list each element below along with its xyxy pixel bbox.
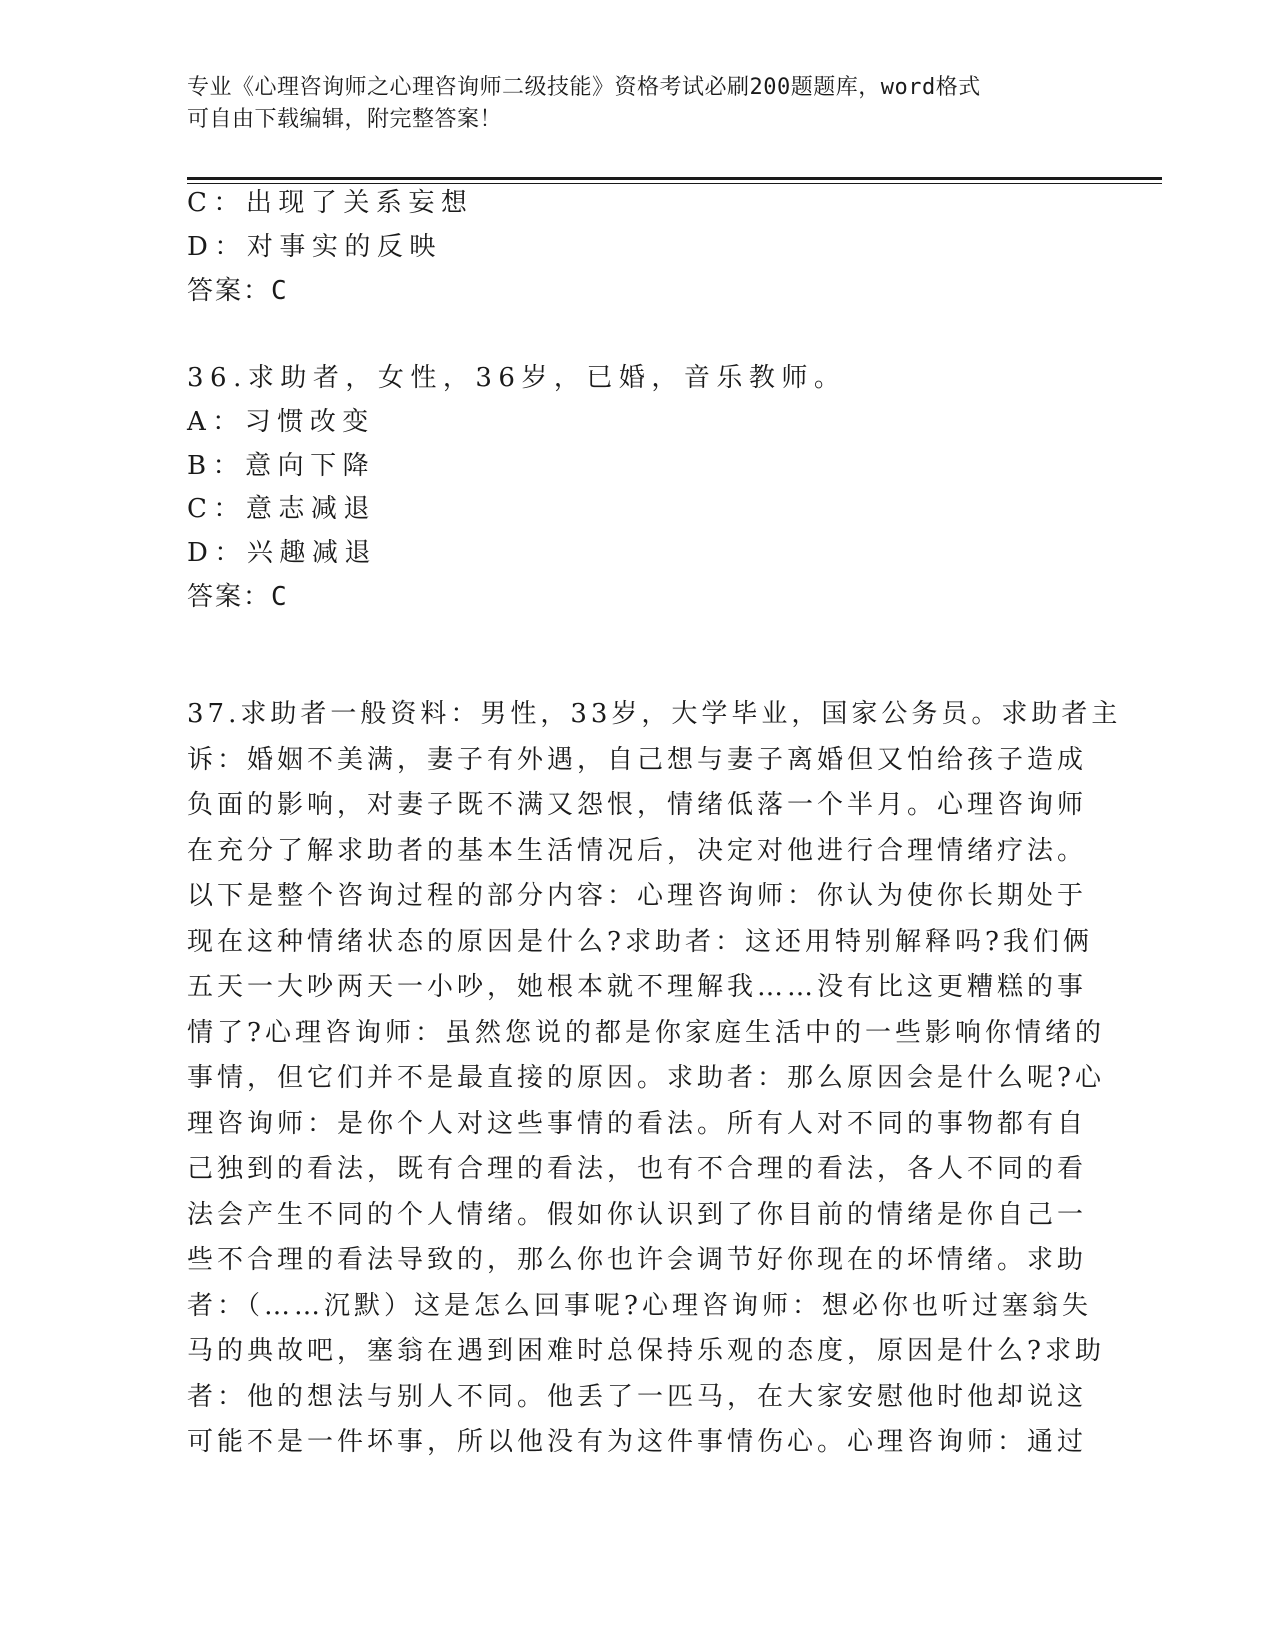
- document-header: [187, 72, 1077, 136]
- header-line-1: 专业《心理咨询师之心理咨询师二级技能》资格考试必刷200题题库，word格式: [187, 75, 981, 100]
- answer-label: 答案：: [187, 276, 272, 306]
- q37-line: 可能不是一件坏事，所以他没有为这件事情伤心。心理咨询师：通过: [187, 1427, 1088, 1457]
- q37-line: 以下是整个咨询过程的部分内容：心理咨询师：你认为使你长期处于: [187, 881, 1088, 911]
- q37-paragraph: [187, 692, 1122, 1466]
- q37-line: 诉：婚姻不美满，妻子有外遇，自己想与妻子离婚但又怕给孩子造成: [187, 744, 1088, 775]
- q37-line: 己独到的看法，既有合理的看法，也有不合理的看法，各人不同的看: [187, 1154, 1088, 1184]
- q36-option-d: D：兴趣减退: [187, 538, 377, 568]
- q37-line: 马的典故吧，塞翁在遇到困难时总保持乐观的态度，原因是什么?求助: [187, 1336, 1105, 1366]
- q36-option-a: A：习惯改变: [187, 407, 375, 437]
- q36-option-b: B：意向下降: [187, 451, 376, 481]
- q37-line: 五天一大吵两天一小吵，她根本就不理解我……没有比这更糟糕的事: [187, 972, 1088, 1002]
- answer-value: C: [271, 582, 287, 612]
- answer-value: C: [271, 276, 287, 306]
- q36-answer: [187, 575, 287, 619]
- q37-line: 些不合理的看法导致的，那么你也许会调节好你现在的坏情绪。求助: [187, 1245, 1088, 1275]
- q36-stem: 36.求助者，女性，36岁，已婚，音乐教师。: [187, 363, 847, 393]
- q37-line: 负面的影响，对妻子既不满又怨恨，情绪低落一个半月。心理咨询师: [187, 790, 1088, 820]
- q37-line: 在充分了解求助者的基本生活情况后，决定对他进行合理情绪疗法。: [187, 835, 1088, 866]
- q36-option-c: C：意志减退: [187, 494, 376, 524]
- q35-option-c: C：出现了关系妄想: [187, 188, 474, 218]
- q37-line: 37.求助者一般资料：男性，33岁，大学毕业，国家公务员。求助者主: [187, 699, 1122, 729]
- q37-line: 法会产生不同的个人情绪。假如你认识到了你目前的情绪是你自己一: [187, 1199, 1088, 1230]
- q37-line: 事情，但它们并不是最直接的原因。求助者：那么原因会是什么呢?心: [187, 1063, 1105, 1093]
- q35-option-d: D：对事实的反映: [187, 232, 442, 262]
- header-divider-thick: [187, 177, 1162, 180]
- q37-line: 现在这种情绪状态的原因是什么?求助者：这还用特别解释吗?我们俩: [187, 926, 1093, 957]
- q35-answer: [187, 269, 287, 313]
- q37-line: 情了?心理咨询师：虽然您说的都是你家庭生活中的一些影响你情绪的: [187, 1017, 1105, 1048]
- answer-label: 答案：: [187, 582, 272, 612]
- q37-line: 理咨询师：是你个人对这些事情的看法。所有人对不同的事物都有自: [187, 1108, 1088, 1139]
- q37-line: 者：他的想法与别人不同。他丢了一匹马，在大家安慰他时他却说这: [187, 1381, 1088, 1412]
- q37-line: 者：（……沉默）这是怎么回事呢?心理咨询师：想必你也听过塞翁失: [187, 1290, 1092, 1321]
- header-line-2: 可自由下载编辑，附完整答案！: [187, 107, 503, 132]
